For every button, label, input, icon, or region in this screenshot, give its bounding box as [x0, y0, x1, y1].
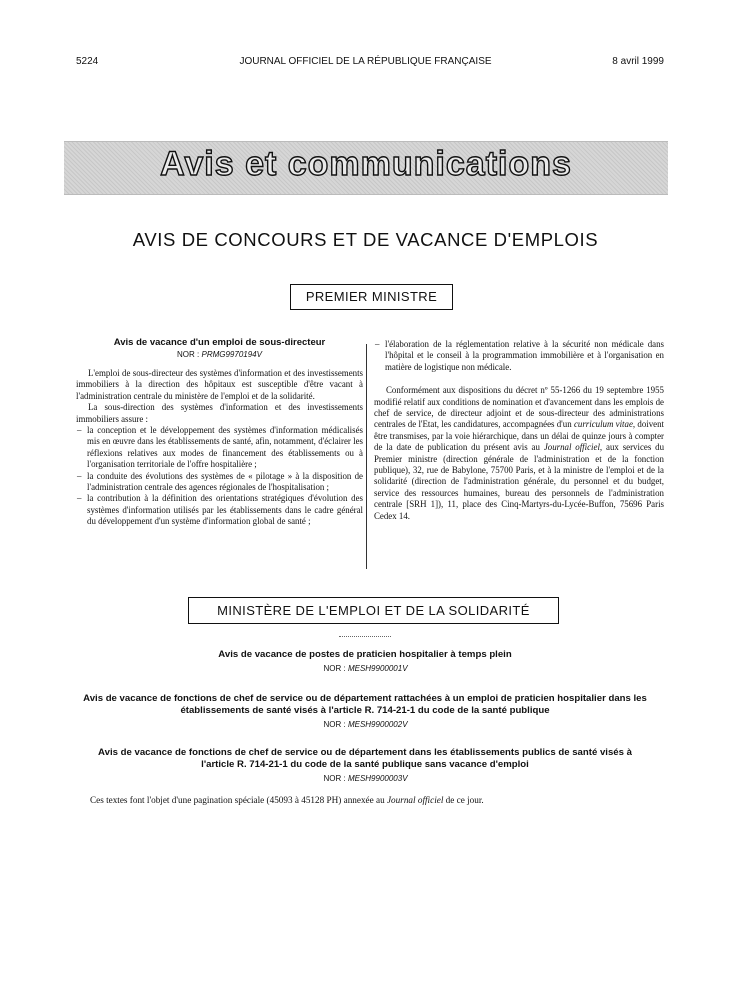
ministry-box-premier-ministre: [290, 284, 453, 310]
notice-column-right: [374, 339, 664, 522]
issue-date: 8 avril 1999: [612, 56, 664, 67]
text-span: de ce jour.: [445, 795, 484, 805]
bullet-list: [374, 339, 664, 373]
nor-code: MESH9900002V: [347, 720, 408, 729]
text-span: Conformément aux dispositions du décret nº 55-1266 du 19 septembre 1955 modifié relatif aux conditions de nomination et d'avancement dans les emplois de chef de service, de directeur adjoint et de sous-directeur des administrations centrales de l'Etat, les candidatures, accompagnées d'un: [374, 385, 664, 430]
banner-title: Avis et communications: [160, 145, 572, 183]
paragraph: La sous-direction des systèmes d'information et des investissements immobiliers assure :: [76, 402, 363, 424]
separator: [339, 636, 391, 637]
nor-reference: [76, 349, 363, 360]
text-span: Ces textes font l'objet d'une pagination spéciale (45093 à 45128 PH) annexée au: [90, 795, 385, 805]
page-number: 5224: [76, 56, 99, 67]
paragraph: [374, 385, 664, 522]
journal-title: JOURNAL OFFICIEL DE LA RÉPUBLIQUE FRANÇAISE: [239, 56, 492, 67]
italic-span: Journal officiel,: [543, 442, 603, 453]
list-item: – la contribution à la définition des orientations stratégiques d'évolution des systèmes d'information utilisés par les établissements dans le cadre général du développement d'un système d'information global de santé ;: [76, 493, 363, 527]
notice-column-left: [76, 337, 363, 528]
list-item: – l'élaboration de la réglementation relative à la sécurité non médicale dans l'hôpital et le conseil à la programmation immobilière et à l'organisation en matière de logistique non médicale.: [374, 339, 664, 373]
annex-note: [90, 795, 650, 806]
nor-code: MESH9900003V: [347, 774, 408, 783]
ministry-name: PREMIER MINISTRE: [305, 289, 438, 304]
nor-label: NOR :: [323, 664, 346, 673]
nor-code: MESH9900001V: [347, 664, 408, 673]
notice-title: Avis de vacance de fonctions de chef de service ou de département dans les établissements publics de santé visés à l'article R. 714-21-1 du code de la santé publique sans vacance d'emploi: [98, 747, 632, 770]
italic-span: curriculum vitae,: [573, 419, 636, 430]
ministry-name: MINISTÈRE DE L'EMPLOI ET DE LA SOLIDARITÉ: [217, 603, 530, 618]
bullet-list: [76, 425, 363, 528]
italic-span: Journal officiel: [386, 795, 444, 805]
notice-title: Avis de vacance de postes de praticien hospitalier à temps plein: [218, 649, 512, 660]
list-item: – la conduite des évolutions des systèmes de « pilotage » à la disposition de l'administration centrale des agences régionales de l'hospitalisation ;: [76, 471, 363, 494]
text-span: aux services du Premier ministre (direction générale de l'administration et de la fonction publique), 32, rue de Babylone, 75700 Paris, et à la ministre de l'emploi et de la solidarité (direction de l'administration générale, du personnel et du budget, service des ressources humaines, bureau des personnels de l'administration centrale [SRH 1]), 11, place des Cinq-Martyrs-du-Lycée-Buffon, 75696 Paris Cedex 14.: [374, 442, 665, 521]
section-title: AVIS DE CONCOURS ET DE VACANCE D'EMPLOIS: [132, 229, 599, 250]
column-divider: [366, 344, 367, 569]
nor-reference: [0, 664, 731, 673]
notice-title: Avis de vacance de fonctions de chef de service ou de département rattachées à un emploi de praticien hospitalier dans les établissements de santé visés à l'article R. 714-21-1 du code de la santé publique: [83, 693, 647, 716]
nor-reference: [0, 720, 731, 729]
nor-label: NOR :: [323, 774, 346, 783]
nor-label: NOR :: [323, 720, 346, 729]
paragraph: L'emploi de sous-directeur des systèmes d'information et des investissements immobiliers à la direction des hôpitaux est susceptible d'être vacant à l'administration centrale du ministère de l'emploi et de la solidarité.: [76, 368, 363, 401]
nor-code: PRMG9970194V: [201, 350, 262, 359]
ministry-box-emploi-solidarite: [188, 597, 559, 624]
nor-label: NOR :: [177, 350, 200, 359]
section-banner: [64, 141, 668, 195]
notice-title: Avis de vacance d'un emploi de sous-directeur: [113, 337, 326, 348]
list-item: – la conception et le développement des systèmes d'information médicalisés mis en œuvre dans les établissements de santé, afin, notamment, d'éclairer les réflexions relatives aux modes de financement des établissements ou à l'organisation territoriale de l'offre hospitalière ;: [76, 425, 363, 471]
nor-reference: [0, 774, 731, 783]
text-span: doivent être transmises, par la voie hiérarchique, dans un délai de quinze jours à compter de la date de publication du présent avis au: [374, 419, 664, 453]
